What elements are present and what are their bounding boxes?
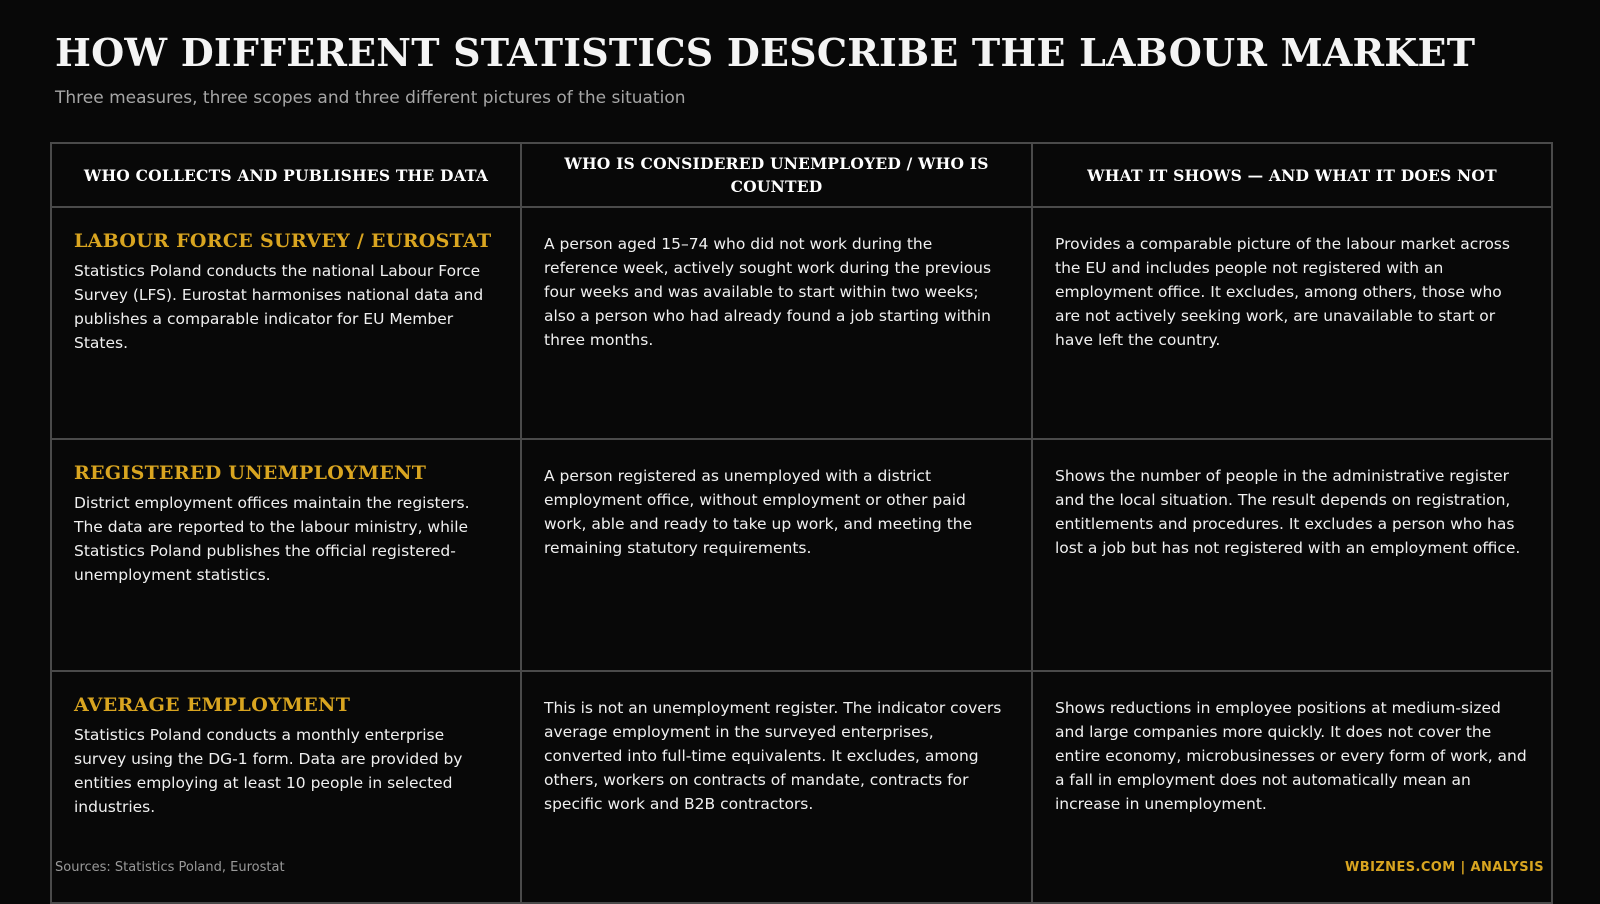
shows-text: Provides a comparable picture of the labour market across the EU and includes people not registered with an employment office. It excludes, among others, those who are not actively seeking work, are unavailable to start or have left the country. bbox=[1055, 235, 1510, 349]
row-title: AVERAGE EMPLOYMENT bbox=[74, 694, 351, 716]
shows-cell bbox=[1032, 207, 1552, 439]
page-subtitle: Three measures, three scopes and three different pictures of the situation bbox=[55, 88, 686, 108]
counted-text: A person registered as unemployed with a district employment office, without employment or other paid work, able and ready to take up work, and meeting the remaining statutory requirements. bbox=[544, 467, 973, 557]
table-row bbox=[51, 439, 1552, 671]
comparison-table bbox=[50, 142, 1553, 904]
collector-cell bbox=[51, 207, 521, 439]
sources-note: Sources: Statistics Poland, Eurostat bbox=[55, 860, 285, 875]
row-title: LABOUR FORCE SURVEY / EUROSTAT bbox=[74, 230, 492, 252]
shows-text: Shows the number of people in the administrative register and the local situation. The result depends on registration, entitlements and procedures. It excludes a person who has lost a job but has not registered with an employment office. bbox=[1055, 467, 1521, 557]
counted-cell bbox=[521, 439, 1032, 671]
table-row bbox=[51, 207, 1552, 439]
collector-text: Statistics Poland conducts a monthly enterprise survey using the DG-1 form. Data are provided by entities employing at least 10 people in selected industries. bbox=[74, 726, 463, 816]
table-header-row bbox=[51, 143, 1552, 207]
counted-cell bbox=[521, 207, 1032, 439]
collector-text: Statistics Poland conducts the national Labour Force Survey (LFS). Eurostat harmonises national data and publishes a comparable indicator for EU Member States. bbox=[74, 262, 484, 352]
counted-text: This is not an unemployment register. The indicator covers average employment in the surveyed enterprises, converted into full-time equivalents. It excludes, among others, workers on contracts of mandate, contracts for specific work and B2B contractors. bbox=[544, 699, 1002, 813]
column-header-collector: WHO COLLECTS AND PUBLISHES THE DATA bbox=[51, 143, 521, 207]
collector-text: District employment offices maintain the registers. The data are reported to the labour ministry, while Statistics Poland publishes the official registered-unemployment statistics. bbox=[74, 494, 470, 584]
brand-label: WBIZNES.COM | ANALYSIS bbox=[1345, 860, 1544, 875]
column-header-shows: WHAT IT SHOWS — AND WHAT IT DOES NOT bbox=[1032, 143, 1552, 207]
counted-cell bbox=[521, 671, 1032, 903]
row-title: REGISTERED UNEMPLOYMENT bbox=[74, 462, 427, 484]
shows-text: Shows reductions in employee positions at medium-sized and large companies more quickly. It does not cover the entire economy, microbusinesses or every form of work, and a fall in employment does not automatically mean an increase in unemployment. bbox=[1055, 699, 1527, 813]
column-header-counted: WHO IS CONSIDERED UNEMPLOYED / WHO IS COUNTED bbox=[521, 143, 1032, 207]
shows-cell bbox=[1032, 439, 1552, 671]
page-title: HOW DIFFERENT STATISTICS DESCRIBE THE LABOUR MARKET bbox=[55, 30, 1476, 75]
counted-text: A person aged 15–74 who did not work during the reference week, actively sought work during the previous four weeks and was available to start within two weeks; also a person who had already found a job starting within three months. bbox=[544, 235, 992, 349]
collector-cell bbox=[51, 439, 521, 671]
